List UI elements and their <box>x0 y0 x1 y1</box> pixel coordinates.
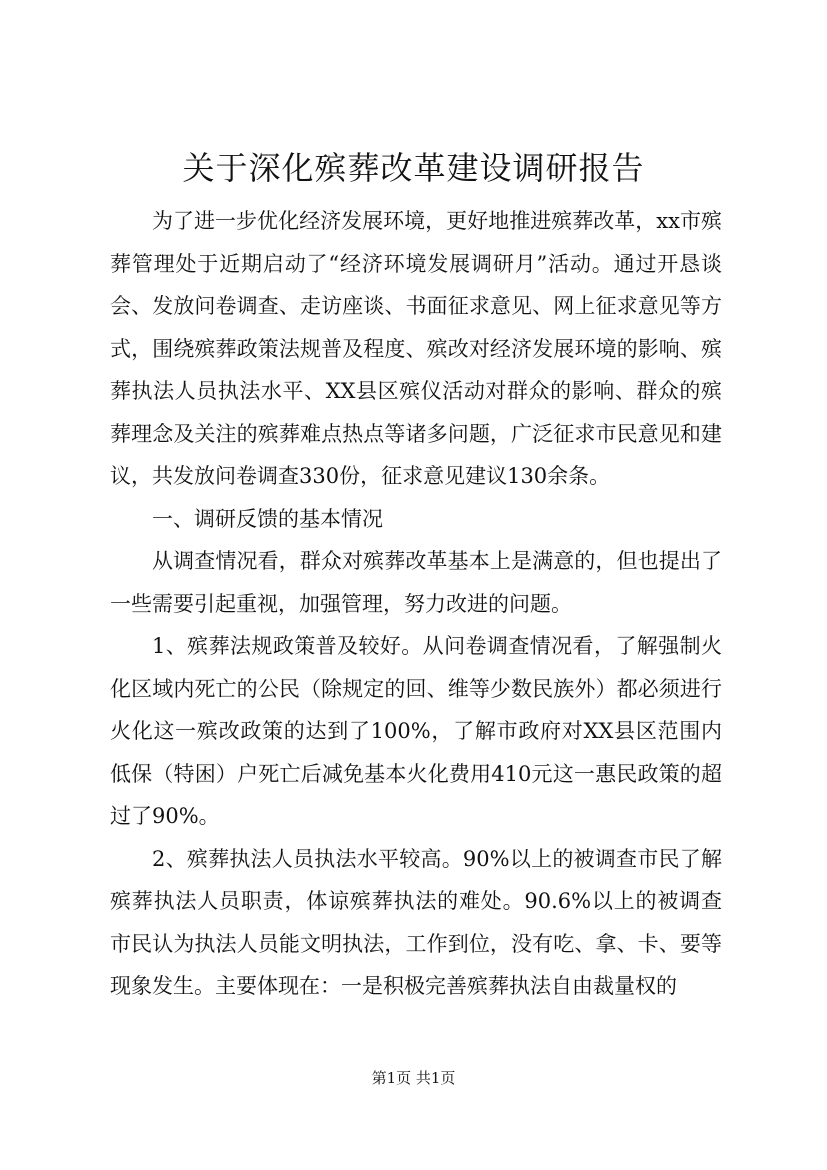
document-title: 关于深化殡葬改革建设调研报告 <box>182 149 645 187</box>
document-body <box>110 200 722 1008</box>
paragraph-overview: 从调查情况看，群众对殡葬改革基本上是满意的，但也提出了一些需要引起重视，加强管理，努力改进的问题。 <box>110 549 722 616</box>
page-footer: 第1页 共1页 <box>371 1069 456 1087</box>
paragraph-item-2: 2、殡葬执法人员执法水平较高。90%以上的被调查市民了解殡葬执法人员职责，体谅殡葬执法的难处。90.6%以上的被调查市民认为执法人员能文明执法，工作到位，没有吃、拿、卡、要等现象发生。主要体现在：一是积极完善殡葬执法自由裁量权的 <box>110 846 722 998</box>
paragraph-intro: 为了进一步优化经济发展环境，更好地推进殡葬改革，xx市殡葬管理处于近期启动了“经济环境发展调研月”活动。通过开恳谈会、发放问卷调查、走访座谈、书面征求意见、网上征求意见等方式，围绕殡葬政策法规普及程度、殡改对经济发展环境的影响、殡葬执法人员执法水平、XX县区殡仪活动对群众的影响、群众的殡葬理念及关注的殡葬难点热点等诸多问题，广泛征求市民意见和建议，共发放问卷调查330份，征求意见建议130余条。 <box>110 209 722 488</box>
section-heading-1: 一、调研反馈的基本情况 <box>152 506 383 531</box>
paragraph-item-1: 1、殡葬法规政策普及较好。从问卷调查情况看，了解强制火化区域内死亡的公民（除规定的回、维等少数民族外）都必须进行火化这一殡改政策的达到了100%，了解市政府对XX县区范围内低保（特困）户死亡后减免基本火化费用410元这一惠民政策的超过了90%。 <box>110 634 722 828</box>
